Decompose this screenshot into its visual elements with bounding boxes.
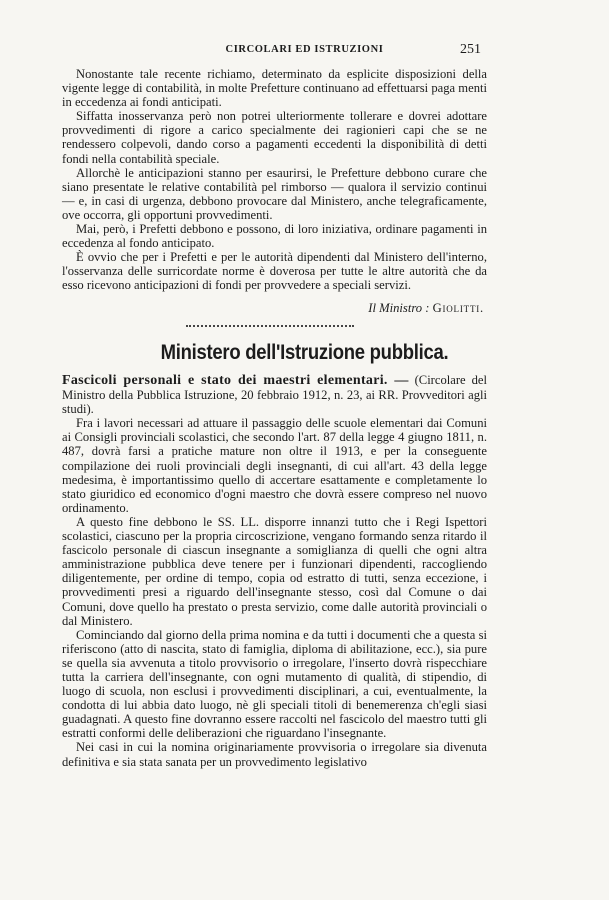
paragraph: Allorchè le anticipazioni stanno per esaurirsi, le Prefetture debbono curare che siano presentate le relative contabilità pel rimborso — qualora il servizio continui — e, in casi di urgenza, debbono provocare dal Ministero, anche telegraficamente, ove occorra, gli opportuni provvedimenti. [62, 165, 487, 222]
running-head [0, 44, 609, 62]
top-section-text [62, 67, 487, 293]
paragraph: Nei casi in cui la nomina originariamente provvisoria o irregolare sia divenuta definitiva e sia stata sanata per un provvedimento legislativo [62, 740, 487, 769]
section-heading: Ministero dell'Istruzione pubblica. [160, 341, 449, 364]
paragraph: Mai, però, i Prefetti debbono e possono, di loro iniziativa, ordinare pagamenti in eccedenza al fondo anticipato. [62, 222, 487, 251]
subheading: Fascicoli personali e stato dei maestri elementari. — [62, 373, 409, 388]
section-body [62, 373, 487, 769]
signature-line [62, 301, 484, 315]
subheading-note: (Circolare del Ministro della Pubblica Istruzione, 20 febbraio 1912, n. 23, ai RR. Provveditori agli studi). [62, 373, 487, 417]
paragraph: È ovvio che per i Prefetti e per le autorità dipendenti dal Ministero dell'interno, l'osservanza delle surricordate norme è doverosa per tutte le altre autorità che da esso ricevono anticipazioni di fondi per provvedere a speciali servizi. [62, 250, 487, 293]
paragraph: Fra i lavori necessari ad attuare il passaggio delle scuole elementari dai Comuni ai Consigli provinciali scolastici, che secondo l'art. 87 della legge 4 giugno 1811, n. 487, dovrà farsi a pratiche mature non oltre il 1913, e per la conseguente compilazione dei ruoli provinciali degli insegnanti, di cui all'art. 43 della legge medesima, è importantissimo quello di accertare esattamente e completamente lo stato giuridico ed economico d'ogni maestro che dovrà essere compreso nel nuovo ordinamento. [62, 416, 487, 515]
paragraph: Siffatta inosservanza però non potrei ulteriormente tollerare e dovrei adottare provvedimenti di rigore a carico specialmente dei ragionieri capi che se ne rendessero colpevoli, dando corso a pagamenti eccedenti la disponibilità di detti fondi nella contabilità speciale. [62, 109, 487, 166]
signature-name: Giolitti. [432, 301, 484, 315]
paragraph: Cominciando dal giorno della prima nomina e da tutti i documenti che a questa si riferiscono (atto di nascita, stato di famiglia, diploma di abilitazione, ecc.), sia pure se quella sia avvenuta a titolo provvisorio o irregolare, l'inserto dovrà rispecchiare tutta la carriera dell'insegnante, con ogni mutamento di qualità, di stipendio, di luogo di scuola, non esclusi i provvedimenti disciplinari, a cui, eventualmente, la condotta di lui abbia dato luogo, nè gli speciali titoli di benemerenza ch'egli siasi guadagnati. A questo fine dovranno essere raccolti nel fascicolo del maestro tutti gli estratti conformi delle deliberazioni che riguardano l'insegnante. [62, 627, 487, 741]
signature-label: Il Ministro : [368, 301, 430, 315]
paragraph: Nonostante tale recente richiamo, determinato da esplicite disposizioni della vigente legge di contabilità, in molte Prefetture continuano ad effettuarsi paga menti in eccedenza ai fondi anticipati. [62, 67, 487, 110]
paragraph: A questo fine debbono le SS. LL. disporre innanzi tutto che i Regi Ispettori scolastici, ciascuno per la propria circoscrizione, vengano formando senza ritardo il fascicolo personale di ciascun insegnante a somiglianza di quelli che ogni altra amministrazione pubblica deve tenere per i funzionari dipendenti, raccogliendo diligentemente, per ordine di tempo, copia od estratto di tutti, senza eccezione, i provvedimenti presi a riguardo dell'insegnante stesso, così dal Comune o dai Comuni, dove quello ha prestato o presta servizio, come dalle autorità provinciali o dal Ministero. [62, 514, 487, 628]
section-divider [186, 325, 354, 327]
subheading-paragraph [62, 373, 487, 416]
page-number: 251 [460, 42, 481, 57]
running-head-title: CIRCOLARI ED ISTRUZIONI [225, 44, 384, 55]
